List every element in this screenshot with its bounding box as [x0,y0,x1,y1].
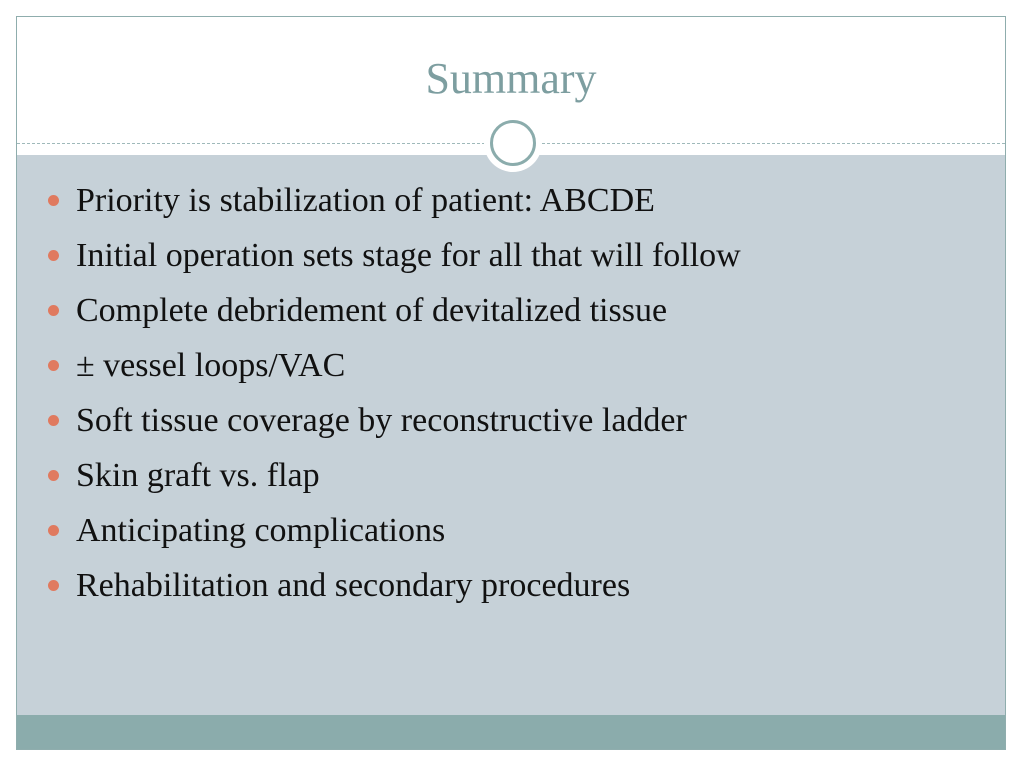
bullet-dot-icon [48,360,59,371]
bullet-text: Complete debridement of devitalized tissue [76,292,668,329]
bullet-text: Anticipating complications [76,512,446,549]
bullet-text: Initial operation sets stage for all that will follow [76,237,741,274]
bullet-dot-icon [48,525,59,536]
bullet-text: Rehabilitation and secondary procedures [76,567,631,604]
bullet-dot-icon [48,305,59,316]
bullet-dot-icon [48,250,59,261]
bullet-text: Soft tissue coverage by reconstructive ladder [76,402,687,439]
circle-ornament-icon [484,114,542,172]
bullet-dot-icon [48,470,59,481]
bullet-text: ± vessel loops/VAC [76,347,346,384]
bullet-dot-icon [48,580,59,591]
ring-icon [490,120,536,166]
bullet-dot-icon [48,195,59,206]
bullet-dot-icon [48,415,59,426]
bullet-text: Skin graft vs. flap [76,457,320,494]
footer-bar [17,715,1005,749]
bullet-text: Priority is stabilization of patient: ABCDE [76,182,655,219]
slide-title: Summary [425,54,597,103]
slide [16,16,1006,750]
